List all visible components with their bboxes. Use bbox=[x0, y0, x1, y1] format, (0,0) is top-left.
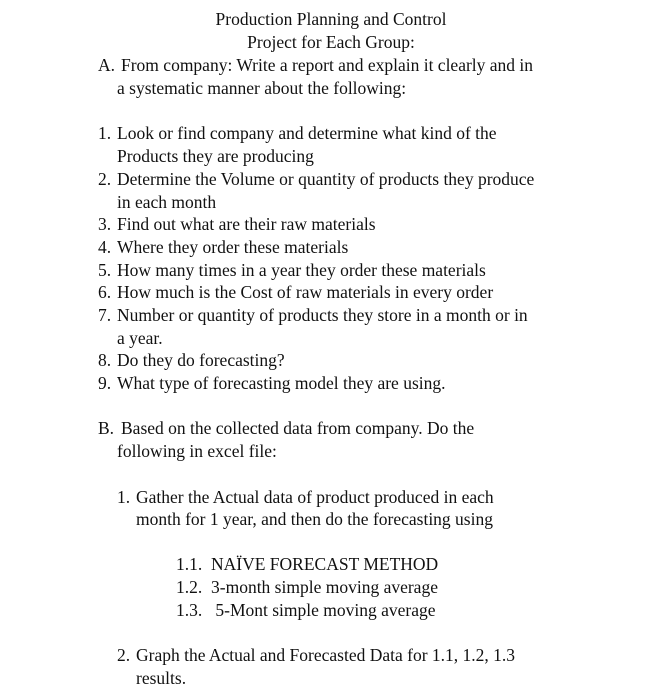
list-item-text-continued: results. bbox=[136, 668, 187, 688]
list-item-number: 1. bbox=[98, 123, 112, 143]
list-item-number: 8. bbox=[98, 350, 112, 370]
section-a-marker: A. bbox=[98, 55, 116, 75]
sub-list-item-text: 3-month simple moving average bbox=[211, 577, 438, 597]
section-a-text-line1: From company: Write a report and explain it clearly and in bbox=[121, 55, 534, 75]
sub-list-item-number: 1.1. bbox=[176, 554, 203, 574]
list-item-text: Gather the Actual data of product produced in each bbox=[136, 487, 494, 507]
list-item-text-continued: Products they are producing bbox=[117, 146, 314, 166]
list-item-number: 1. bbox=[117, 487, 131, 507]
list-item-text: Graph the Actual and Forecasted Data for 1.1, 1.2, 1.3 bbox=[136, 645, 516, 665]
list-item-number: 6. bbox=[98, 282, 112, 302]
list-item-number: 7. bbox=[98, 305, 112, 325]
list-item-number: 2. bbox=[117, 645, 131, 665]
list-item-text: Do they do forecasting? bbox=[117, 350, 285, 370]
list-item-number: 3. bbox=[98, 214, 112, 234]
sub-list-item-text: NAÏVE FORECAST METHOD bbox=[211, 554, 439, 574]
section-b-text-line1: Based on the collected data from company. Do the bbox=[121, 418, 475, 438]
section-a-text-line2: a systematic manner about the following: bbox=[117, 78, 407, 98]
list-item-text: Number or quantity of products they store in a month or in bbox=[117, 305, 528, 325]
list-item-text: Where they order these materials bbox=[117, 237, 349, 257]
list-item-number: 5. bbox=[98, 260, 112, 280]
section-b-text-line2: following in excel file: bbox=[117, 441, 277, 461]
list-item-text: Find out what are their raw materials bbox=[117, 214, 376, 234]
sub-list-item-text: 5-Mont simple moving average bbox=[211, 600, 436, 620]
list-item-text-continued: in each month bbox=[117, 192, 217, 212]
document-subtitle: Project for Each Group: bbox=[247, 32, 415, 52]
sub-list-item-number: 1.2. bbox=[176, 577, 203, 597]
list-item-number: 2. bbox=[98, 169, 112, 189]
sub-list-item-number: 1.3. bbox=[176, 600, 203, 620]
section-b-marker: B. bbox=[98, 418, 115, 438]
list-item-text: What type of forecasting model they are using. bbox=[117, 373, 446, 393]
list-item-text-continued: a year. bbox=[117, 328, 163, 348]
list-item-text: Determine the Volume or quantity of products they produce bbox=[117, 169, 535, 189]
list-item-number: 9. bbox=[98, 373, 112, 393]
list-item-text: How many times in a year they order these materials bbox=[117, 260, 486, 280]
list-item-text: Look or find company and determine what kind of the bbox=[117, 123, 497, 143]
list-item-text-continued: month for 1 year, and then do the forecasting using bbox=[136, 509, 493, 529]
document-title: Production Planning and Control bbox=[215, 9, 447, 29]
list-item-number: 4. bbox=[98, 237, 112, 257]
list-item-text: How much is the Cost of raw materials in every order bbox=[117, 282, 494, 302]
